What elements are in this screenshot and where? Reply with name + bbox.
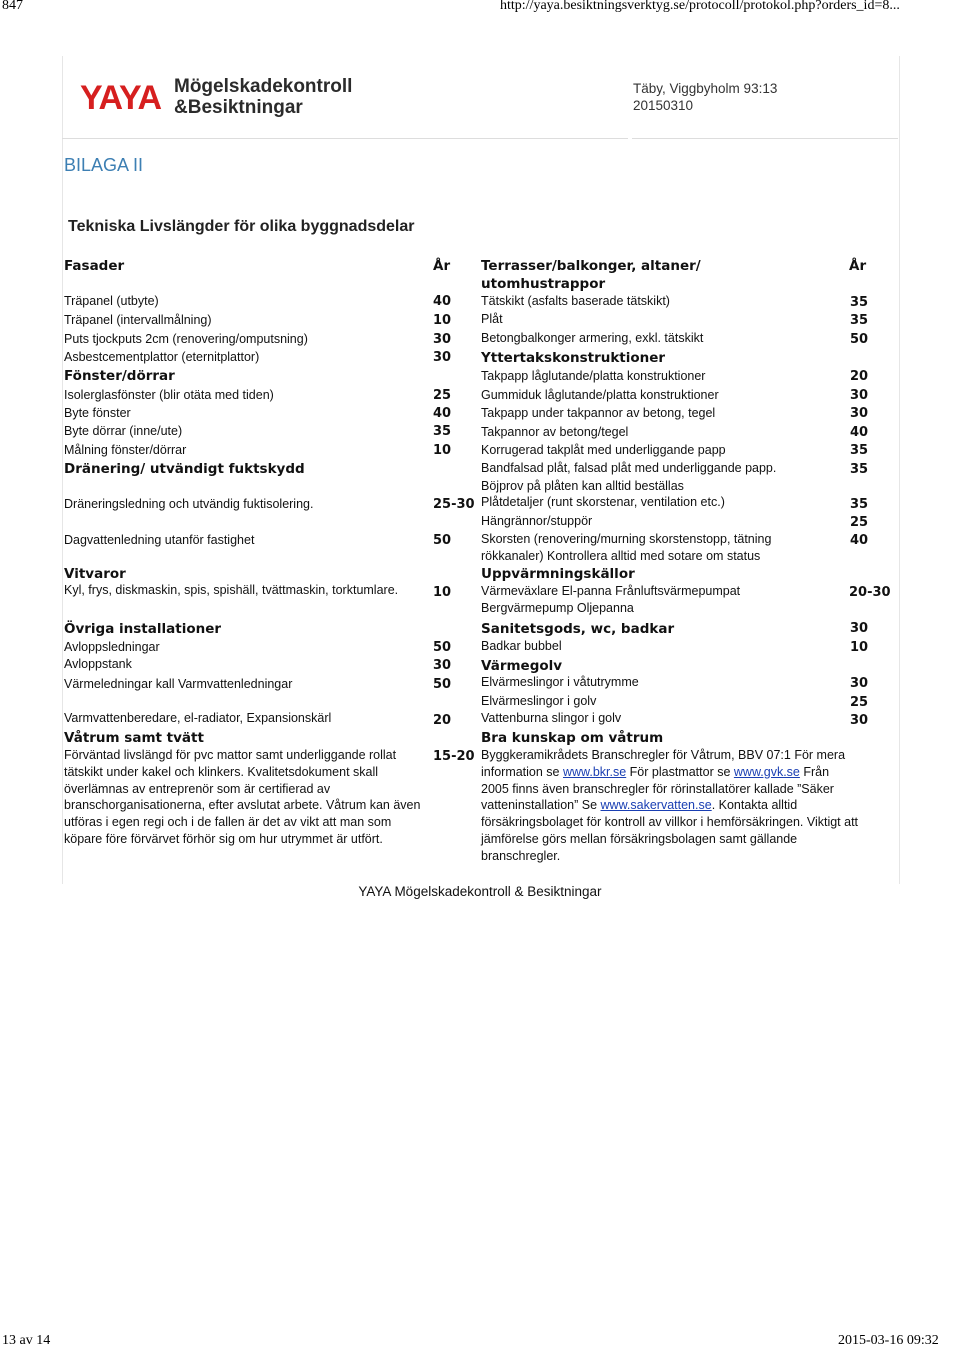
row-label: Avloppstank xyxy=(64,657,132,671)
print-url: http://yaya.besiktningsverktyg.se/protocoll/protokol.php?orders_id=8... xyxy=(500,0,900,13)
row-value: 20 xyxy=(850,369,869,384)
section-heading: Terrasser/balkonger, altaner/ xyxy=(481,258,701,274)
section-heading: Yttertakskonstruktioner xyxy=(481,350,666,366)
row-value: 35 xyxy=(850,462,869,477)
row-value: 35 xyxy=(850,443,869,458)
row-value: 30 xyxy=(850,713,869,728)
row-label: Tätskikt (asfalts baserade tätskikt) xyxy=(481,294,670,308)
row-value: 20 xyxy=(433,713,452,728)
row-label: Varmvattenberedare, el-radiator, Expansionskärl xyxy=(64,711,332,725)
row-value: 10 xyxy=(433,443,452,458)
row-label: Korrugerad takplåt med underliggande papp xyxy=(481,443,726,457)
row-value: 40 xyxy=(850,425,869,440)
row-value: 10 xyxy=(850,640,869,655)
section-heading: Fönster/dörrar xyxy=(64,368,175,384)
row-value: 25 xyxy=(433,388,452,403)
row-value: 30 xyxy=(850,388,869,403)
row-label: Takpannor av betong/tegel xyxy=(481,425,629,439)
page-title: Tekniska Livslängder för olika byggnadsdelar xyxy=(68,218,415,235)
wet-room-paragraph: Förväntad livslängd för pvc mattor samt underliggande rollat tätskikt under kakel och klinkers. Kvalitetsdokument skall överlämnas av entreprenör som är certifierad av branschorganisationerna, efter avslutat arbete. Våtrum kan även utföras i egen regi och i de fallen är det av vikt att man som köpare före förvärvet förhör sig om hur utrymmet är utfört. xyxy=(64,748,421,846)
section-heading: Sanitetsgods, wc, badkar xyxy=(481,621,675,637)
row-label: Skorsten (renovering/murning skorstenstopp, tätning xyxy=(481,532,772,546)
row-value: 40 xyxy=(850,533,869,548)
divider xyxy=(62,138,628,139)
row-label: Plåt xyxy=(481,312,503,326)
wet-room-knowledge-paragraph: Byggkeramikrådets Branschregler för Våtrum, BBV 07:1 För mera information se www.bkr.se För plastmattor se www.gvk.se Från 2005 finns även branschregler för rörinstallatörer kallade ”Säker vatteninstallation” Se www.sakervatten.se. Kontakta alltid försäkringsbolaget för kontroll av villkor i hemförsäkringen. Viktigt att jämförelse görs mellan försäkringsbolagen samt gällande branschregler. xyxy=(481,748,859,863)
row-value: 30 xyxy=(850,676,869,691)
divider xyxy=(632,138,898,139)
row-value: 50 xyxy=(433,640,452,655)
row-value: 35 xyxy=(850,497,869,512)
row-value: 20-30 xyxy=(849,585,891,600)
link-gvk[interactable]: www.gvk.se xyxy=(733,764,800,779)
row-label: Byte dörrar (inne/ute) xyxy=(64,424,183,438)
row-label: Puts tjockputs 2cm (renovering/omputsning) xyxy=(64,332,308,346)
row-label: Byte fönster xyxy=(64,406,131,420)
row-value: 40 xyxy=(433,406,452,421)
row-label-cont: rökkanaler) Kontrollera alltid med sotare om status xyxy=(481,549,761,563)
row-value: 35 xyxy=(433,424,452,439)
section-heading-cont: utomhustrappor xyxy=(481,276,606,292)
row-value: 30 xyxy=(850,406,869,421)
print-datetime: 2015-03-16 09:32 xyxy=(838,1333,939,1348)
row-label: Dräneringsledning och utvändig fuktisolering. xyxy=(64,497,314,511)
print-page-number: 847 xyxy=(2,0,23,13)
row-label: Vattenburna slingor i golv xyxy=(481,711,622,725)
company-logo: YAYA Mögelskadekontroll &Besiktningar xyxy=(80,76,353,118)
row-value: 35 xyxy=(850,313,869,328)
section-heading: Bra kunskap om våtrum xyxy=(481,730,664,746)
row-label: Badkar bubbel xyxy=(481,639,562,653)
row-label: Avloppsledningar xyxy=(64,640,160,654)
row-value: 10 xyxy=(433,585,452,600)
row-label: Dagvattenledning utanför fastighet xyxy=(64,533,255,547)
section-heading: Uppvärmningskällor xyxy=(481,566,635,582)
row-value: 50 xyxy=(850,332,869,347)
row-value: 25 xyxy=(850,515,869,530)
row-value: 40 xyxy=(433,294,452,309)
row-label: Betongbalkonger armering, exkl. tätskikt xyxy=(481,331,704,345)
section-heading: Våtrum samt tvätt xyxy=(64,730,204,746)
row-note: Böjprov på plåten kan alltid beställas xyxy=(481,479,684,493)
row-label: Isolerglasfönster (blir otäta med tiden) xyxy=(64,388,274,402)
row-label: Takpapp låglutande/platta konstruktioner xyxy=(481,369,706,383)
section-heading: Vitvaror xyxy=(64,566,126,582)
row-label: Träpanel (utbyte) xyxy=(64,294,159,308)
row-value: 15-20 xyxy=(433,749,475,764)
column-header-year: År xyxy=(849,258,867,274)
row-label: Elvärmeslingor i våtutrymme xyxy=(481,675,639,689)
row-label: Träpanel (intervallmålning) xyxy=(64,313,212,327)
row-value: 50 xyxy=(433,533,452,548)
section-heading: Dränering/ utvändigt fuktskydd xyxy=(64,461,305,477)
row-label: Bandfalsad plåt, falsad plåt med underliggande papp. xyxy=(481,461,777,475)
row-label: Målning fönster/dörrar xyxy=(64,443,187,457)
row-value: 25-30 xyxy=(433,497,475,512)
section-heading: Fasader xyxy=(64,258,125,274)
row-value: 25 xyxy=(850,695,869,710)
row-label: Takpapp under takpannor av betong, tegel xyxy=(481,406,716,420)
row-value: 30 xyxy=(433,332,452,347)
report-date: 20150310 xyxy=(633,98,694,113)
row-value: 30 xyxy=(433,658,452,673)
row-label: Värmeledningar kall Varmvattenledningar xyxy=(64,677,293,691)
row-value: 50 xyxy=(433,677,452,692)
row-label: Asbestcementplattor (eternitplattor) xyxy=(64,350,260,364)
row-label: Hängrännor/stupрör xyxy=(481,514,593,528)
appendix-title: BILAGA II xyxy=(64,155,144,175)
link-bkr[interactable]: www.bkr.se xyxy=(562,764,627,779)
column-header-year: År xyxy=(433,258,451,274)
row-value: 30 xyxy=(433,350,452,365)
row-value: 35 xyxy=(850,295,869,310)
address: Täby, Viggbyholm 93:13 xyxy=(633,81,778,96)
section-heading: Värmegolv xyxy=(481,658,563,674)
row-label: Elvärmeslingor i golv xyxy=(481,694,597,708)
row-label: Kyl, frys, diskmaskin, spis, spishäll, tvättmaskin, torktumlare. xyxy=(64,583,399,597)
row-value: 10 xyxy=(433,313,452,328)
document-footer: YAYA Mögelskadekontroll & Besiktningar xyxy=(358,884,602,899)
row-label-cont: Bergvärmepump Oljepanna xyxy=(481,601,634,615)
row-label: Gummiduk låglutande/platta konstruktioner xyxy=(481,388,719,402)
row-value: 30 xyxy=(850,621,869,636)
row-label: Värmeväxlare El-panna Frånluftsvärmepumpat xyxy=(481,584,741,598)
print-page-of: 13 av 14 xyxy=(2,1333,51,1348)
section-heading: Övriga installationer xyxy=(64,621,222,637)
link-sakervatten[interactable]: www.sakervatten.se xyxy=(600,798,712,813)
row-label: Plåtdetaljer (runt skorstenar, ventilation etc.) xyxy=(481,495,725,509)
